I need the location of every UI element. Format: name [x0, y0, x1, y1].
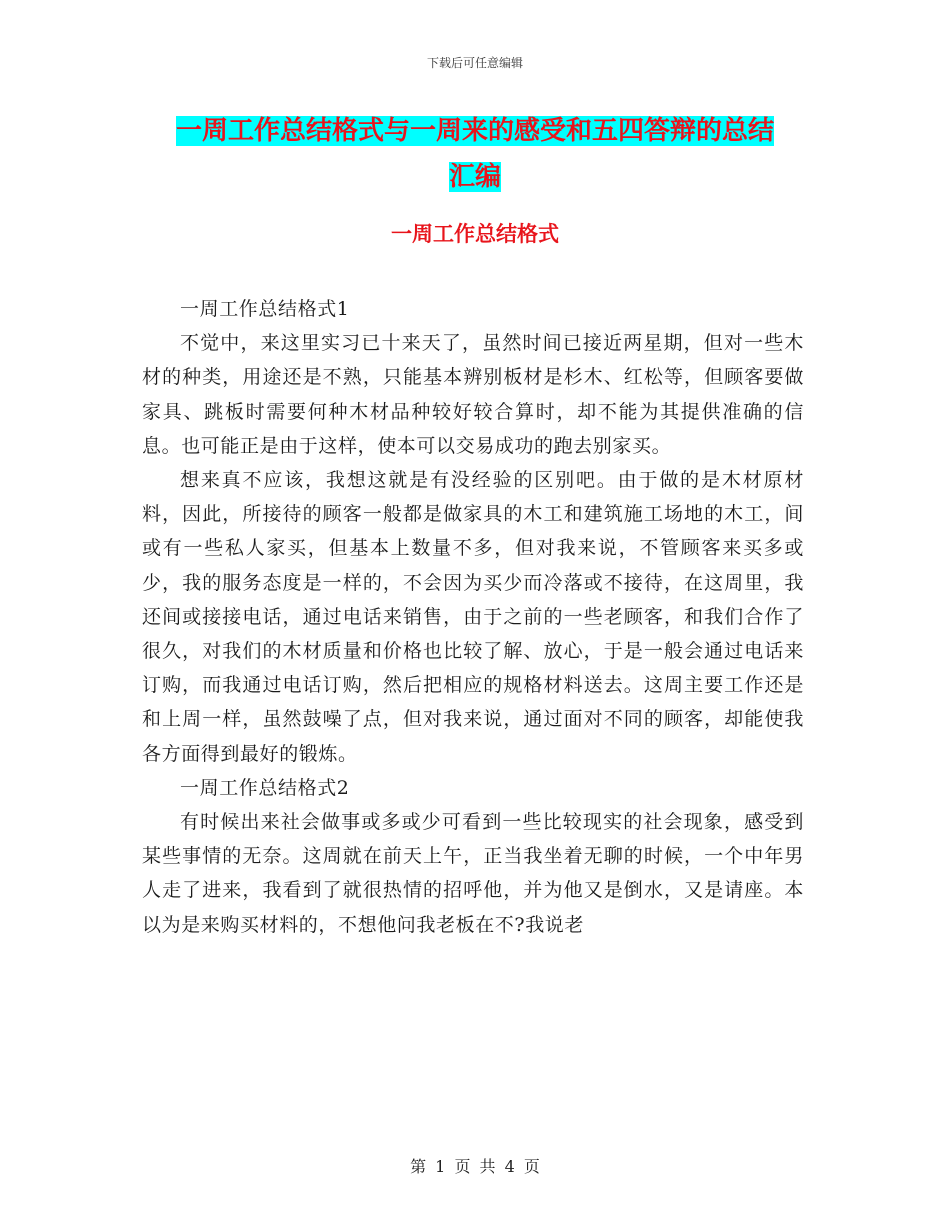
document-body — [142, 292, 804, 942]
page-number-footer: 第 1 页 共 4 页 — [410, 1157, 540, 1176]
paragraph: 有时候出来社会做事或多或少可看到一些比较现实的社会现象，感受到某些事情的无奈。这周就在前天上午，正当我坐着无聊的时候，一个中年男人走了进来，我看到了就很热情的招呼他，并为他又是倒水，又是请座。本以为是来购买材料的，不想他问我老板在不?我说老 — [142, 811, 804, 936]
paragraph: 想来真不应该，我想这就是有没经验的区别吧。由于做的是木材原材料，因此，所接待的顾客一般都是做家具的木工和建筑施工场地的木工，间或有一些私人家买，但基本上数量不多，但对我来说，不管顾客来买多或少，我的服务态度是一样的，不会因为买少而冷落或不接待，在这周里，我还间或接接电话，通过电话来销售，由于之前的一些老顾客，和我们合作了很久，对我们的木材质量和价格也比较了解、放心，于是一般会通过电话来订购，而我通过电话订购，然后把相应的规格材料送去。这周主要工作还是和上周一样，虽然鼓噪了点，但对我来说，通过面对不同的顾客，却能使我各方面得到最好的锻炼。 — [142, 469, 804, 765]
page-header-note: 下载后可任意编辑 — [426, 56, 523, 70]
document-title-line2: 汇编 — [448, 162, 501, 192]
subheading: 一周工作总结格式1 — [180, 298, 350, 320]
document-title-line1: 一周工作总结格式与一周来的感受和五四答辩的总结 — [175, 116, 774, 146]
section-title: 一周工作总结格式 — [391, 222, 559, 246]
paragraph: 不觉中，来这里实习已十来天了，虽然时间已接近两星期，但对一些木材的种类，用途还是不熟，只能基本辨别板材是杉木、红松等，但顾客要做家具、跳板时需要何种木材品种较好较合算时，却不能为其提供准确的信息。也可能正是由于这样，使本可以交易成功的跑去别家买。 — [142, 332, 804, 457]
subheading: 一周工作总结格式2 — [180, 776, 350, 799]
document-title — [140, 108, 810, 200]
